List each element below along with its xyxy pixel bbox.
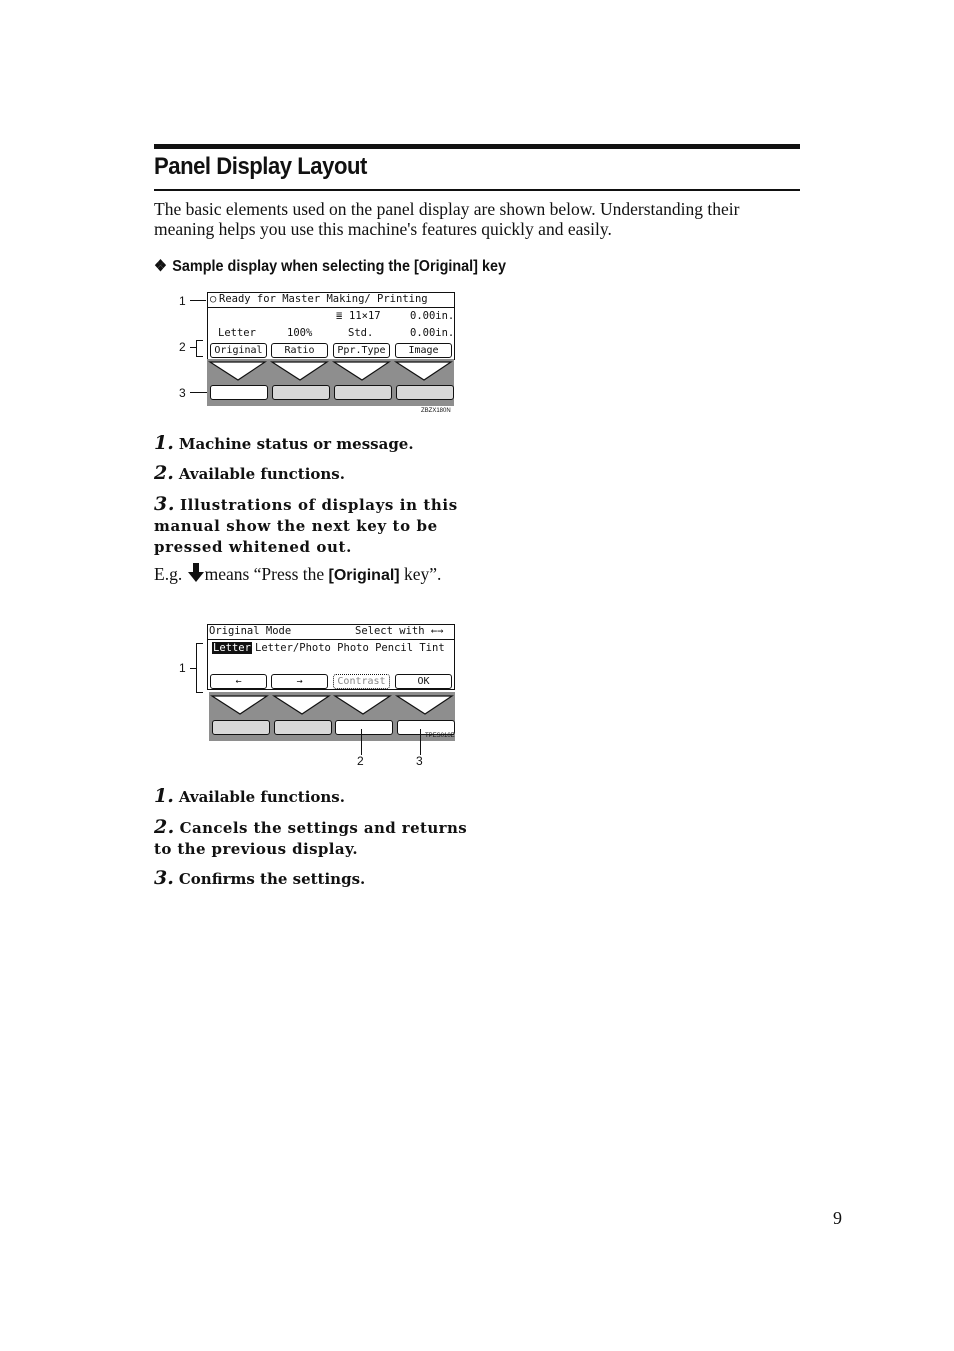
list-item: 2. Available functions. [154,462,345,484]
option-list: Letter/Photo Photo Pencil Tint [255,642,445,654]
softkey-ratio[interactable]: Ratio [271,343,328,358]
mode-title: Original Mode [209,625,292,637]
title-rule [154,189,800,191]
diamond-icon: ❖ [154,258,167,275]
selection-key-1[interactable] [210,385,268,400]
lcd-display [207,292,455,360]
key-panel [209,692,455,741]
status-icon: ○ [210,293,217,305]
selection-key-2[interactable] [272,385,330,400]
softkey-paper-type[interactable]: Ppr.Type [333,343,390,358]
callout-3: 3 [179,386,186,400]
selection-key-3[interactable] [334,385,392,400]
selection-key-2[interactable] [274,720,332,735]
softkey-left[interactable]: ← [210,674,267,689]
list-item: 3. Confirms the settings. [154,867,366,889]
callout-2: 2 [179,340,186,354]
page-title: Panel Display Layout [154,153,367,180]
softkey-original[interactable]: Original [210,343,267,358]
selected-option[interactable]: Letter [213,642,251,654]
setting-paper-type: Std. [348,327,374,339]
original-key-label: [Original] [328,567,400,584]
callout-bracket [196,643,203,693]
selection-key-1[interactable] [212,720,270,735]
pointer-arrows-icon [209,692,455,719]
softkey-ok[interactable]: OK [395,674,452,689]
setting-letter: Letter [218,327,256,339]
cancel-key[interactable] [335,720,393,735]
figure-code: TPES010E [425,733,455,739]
top-rule [154,144,800,149]
softkey-image[interactable]: Image [395,343,452,358]
callout-leader [420,729,421,755]
paper-tray-icon: ≣ [336,310,343,322]
status-divider [208,307,454,308]
subheading-text: Sample display when selecting the [Original] key [172,258,507,275]
status-message: Ready for Master Making/ Printing [219,293,428,305]
callout-leader [361,729,362,755]
list-item: 1. Machine status or message. [154,432,414,454]
figure-code: ZBZX180N [421,408,451,414]
callout-1: 1 [179,294,186,308]
example-line: E.g. means “Press the [Original] key”. [154,564,442,584]
callout-1: 1 [179,661,186,675]
selection-key-4[interactable] [396,385,454,400]
page-number: 9 [833,1208,842,1228]
paper-size: 11×17 [349,310,381,322]
list-item: 2. Cancels the settings and returns to the previous display. [154,816,468,858]
title-divider [208,639,454,640]
list-item: 3. Illustrations of displays in this manual show the next key to be pressed whitened out. [154,493,458,556]
callout-3: 3 [416,754,423,768]
lcd-display [207,624,455,690]
key-panel [207,359,454,406]
intro-paragraph: The basic elements used on the panel display are shown below. Understanding their meaning helps you use this machine's features quickly and easily. [154,199,740,239]
list-item: 1. Available functions. [154,785,345,807]
down-arrow-icon [187,563,205,583]
setting-image: 0.00in. [410,327,455,339]
callout-bracket [196,340,203,357]
callout-2: 2 [357,754,364,768]
callout-leader [190,300,206,301]
setting-ratio: 100% [287,327,313,339]
pointer-arrows-icon [207,359,454,385]
softkey-right[interactable]: → [271,674,328,689]
softkey-contrast[interactable]: Contrast [333,674,390,689]
select-hint: Select with ←→ [355,625,444,637]
value-readout: 0.00in. [410,310,455,322]
subheading [154,256,506,276]
